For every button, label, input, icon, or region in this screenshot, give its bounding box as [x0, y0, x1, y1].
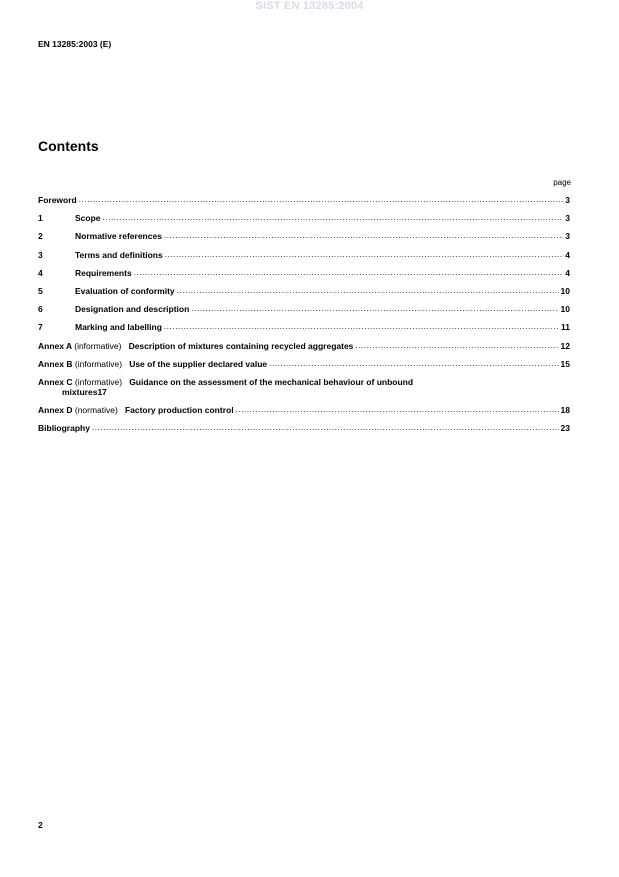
toc-leader-dots: [191, 304, 558, 314]
toc-leader-dots: [92, 423, 559, 433]
toc-entry-label: [38, 341, 353, 351]
toc-entry-number: 4: [38, 267, 43, 278]
annex-title: Description of mixtures containing recycled aggregates: [128, 340, 354, 351]
toc-leader-dots: [103, 213, 564, 223]
annex-type: (informative): [74, 358, 123, 369]
toc-entry-label: Requirements: [75, 267, 132, 278]
toc-entry-number: 6: [38, 304, 43, 315]
toc-entry-annex-b[interactable]: [38, 359, 570, 369]
toc-entry-page: 17: [97, 386, 107, 397]
annex-type: (informative): [74, 340, 122, 351]
annex-id: Annex B: [38, 358, 73, 369]
toc-entry-page: 3: [565, 213, 570, 224]
toc-entry-annex-c[interactable]: [38, 377, 570, 397]
annex-id: Annex C: [38, 376, 73, 387]
toc-entry-label: Marking and labelling: [75, 322, 162, 333]
toc-entry-page: 4: [565, 267, 570, 278]
toc-entry-page: 12: [560, 340, 570, 351]
toc-entry-terms-and-definitions[interactable]: [38, 250, 570, 260]
toc-entry-number: 3: [38, 249, 43, 260]
toc-entry-foreword[interactable]: [38, 195, 570, 205]
toc-entry-number: 5: [38, 285, 43, 296]
toc-entry-label: [38, 359, 267, 369]
toc-entry-page: 15: [560, 358, 570, 369]
toc-leader-dots: [164, 231, 563, 241]
toc-entry-page: 10: [560, 304, 570, 315]
toc-entry-page: 3: [565, 231, 570, 242]
annex-type: (informative): [74, 376, 123, 387]
annex-id: Annex A: [38, 340, 72, 351]
toc-entry-label: Designation and description: [75, 304, 190, 315]
toc-leader-dots: [269, 359, 558, 369]
toc-leader-dots: [165, 250, 564, 260]
toc-entry-label: [38, 377, 570, 387]
toc-leader-dots: [355, 341, 558, 351]
annex-id: Annex D: [38, 405, 73, 416]
toc-entry-number: 2: [38, 231, 43, 242]
toc-entry-normative-references[interactable]: [38, 231, 570, 241]
toc-entry-page: 4: [565, 249, 570, 260]
toc-entry-continuation: [38, 387, 570, 397]
toc-entry-number: 7: [38, 322, 43, 333]
toc-entry-annex-a[interactable]: [38, 341, 570, 351]
table-of-contents: [38, 195, 570, 441]
toc-entry-label: Bibliography: [38, 423, 90, 434]
toc-entry-number: 1: [38, 213, 43, 224]
toc-entry-page: 11: [561, 322, 570, 333]
toc-entry-requirements[interactable]: [38, 268, 570, 278]
toc-entry-marking-and-labelling[interactable]: [38, 322, 570, 332]
annex-title: Use of the supplier declared value: [129, 358, 268, 369]
toc-leader-dots: [134, 268, 564, 278]
page-column-label: page: [553, 178, 571, 187]
toc-entry-label: [38, 405, 234, 415]
page-title: Contents: [38, 138, 99, 154]
toc-leader-dots: [164, 322, 559, 332]
toc-entry-page: 23: [560, 423, 570, 434]
annex-type: (normative): [74, 405, 118, 416]
document-header: EN 13285:2003 (E): [38, 39, 112, 49]
toc-leader-dots: [236, 405, 559, 415]
toc-entry-label: Normative references: [75, 231, 162, 242]
toc-entry-scope[interactable]: [38, 213, 570, 223]
annex-title: Guidance on the assessment of the mechanical behaviour of unbound: [129, 376, 414, 387]
toc-entry-label: Scope: [75, 213, 101, 224]
toc-entry-page: 3: [565, 195, 570, 205]
toc-entry-label: Evaluation of conformity: [75, 285, 175, 296]
toc-leader-dots: [79, 195, 564, 205]
toc-entry-bibliography[interactable]: [38, 423, 570, 433]
toc-entry-page: 18: [560, 405, 570, 416]
toc-entry-evaluation-of-conformity[interactable]: [38, 286, 570, 296]
toc-leader-dots: [177, 286, 559, 296]
toc-entry-label: Terms and definitions: [75, 249, 163, 260]
toc-entry-annex-d[interactable]: [38, 405, 570, 415]
watermark: SIST EN 13285:2004: [255, 0, 364, 12]
annex-title: Factory production control: [124, 405, 234, 416]
toc-entry-page: 10: [560, 285, 570, 296]
annex-title-continued: mixtures: [62, 386, 98, 397]
toc-entry-designation-and-description[interactable]: [38, 304, 570, 314]
toc-entry-label: Foreword: [38, 195, 77, 205]
page-number: 2: [38, 820, 43, 830]
